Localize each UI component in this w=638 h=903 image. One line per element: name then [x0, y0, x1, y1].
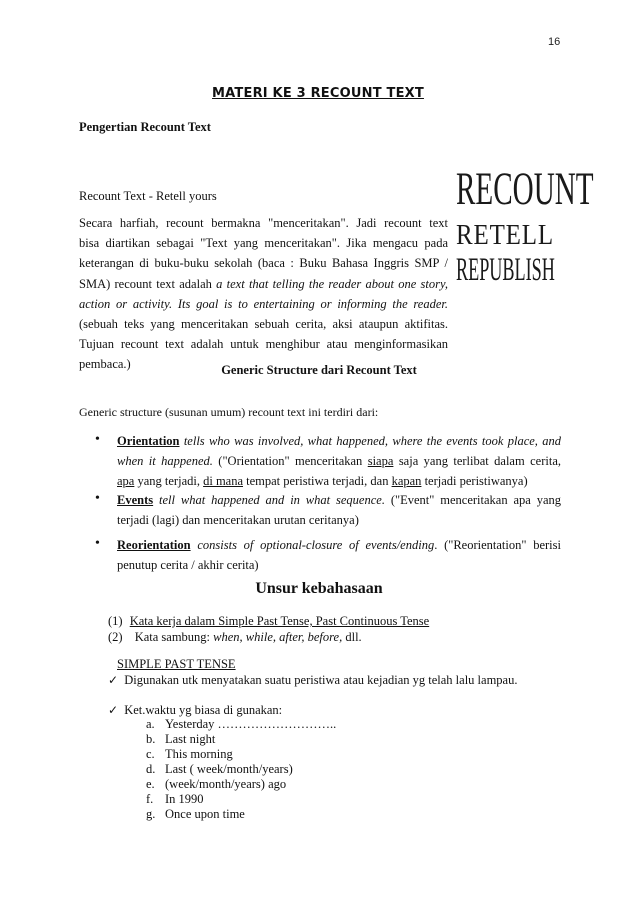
unsur-item-number: (2) [108, 630, 123, 644]
page-title-wrap [0, 84, 638, 102]
checkmark-icon: ✓ [108, 703, 119, 717]
time-list-text: (week/month/years) ago [165, 777, 287, 791]
bullet-dot: • [95, 536, 100, 551]
time-list-text: This morning [165, 747, 233, 761]
unsur-item-text: dll. [342, 630, 362, 644]
page-number: 16 [548, 36, 561, 48]
orientation-text: ("Orientation" menceritakan [212, 454, 368, 468]
bullet-orientation [117, 431, 561, 491]
time-list-item [146, 792, 204, 807]
orientation-text: terjadi peristiwanya) [421, 474, 528, 488]
time-list-label: b. [146, 732, 156, 746]
bullet-events-line [117, 490, 561, 510]
definition-line: pembaca.) [79, 357, 131, 372]
checkmark-icon: ✓ [108, 673, 119, 687]
time-list-label: f. [146, 792, 154, 806]
orientation-italic: when it happened. [117, 454, 213, 468]
time-list-text: Last ( week/month/years) [165, 762, 293, 776]
time-list-item [146, 762, 293, 777]
events-italic: tell what happened and in what sequence. [153, 493, 385, 507]
definition-line: (sebuah teks yang menceritakan sebuah cerita, aksi ataupun aktifitas. [79, 317, 448, 332]
unsur-item-italic: when, while, after, before, [213, 630, 343, 644]
definition-line: Secara harfiah, recount bermakna "menceritakan". Jadi recount text [79, 216, 448, 230]
time-list-item [146, 717, 336, 732]
time-list-label: g. [146, 807, 156, 821]
check-item [108, 670, 517, 690]
logo-word-retell: RETELL [456, 219, 554, 251]
orientation-kapan: kapan [391, 474, 422, 488]
logo-word-republish: REPUBLISH [456, 252, 555, 288]
check-item-text: Ket.waktu yg biasa di gunakan: [124, 703, 283, 717]
reorientation-text: penutup cerita / akhir cerita) [117, 558, 259, 572]
generic-structure-intro: Generic structure (susunan umum) recount text ini terdiri dari: [79, 405, 379, 419]
definition-line: keterangan di buku-buku sekolah (baca : Buku Bahasa Inggris SMP / [79, 256, 448, 271]
time-list-label: c. [146, 747, 155, 761]
reorientation-italic: consists of optional-closure of events/ending [190, 538, 435, 552]
orientation-italic: tells who was involved, what happened, where the events took place, and [179, 434, 561, 448]
logo-word-recount: RECOUNT [456, 163, 594, 215]
definition-line: Tujuan recount text adalah untuk menghibur atau menginformasikan [79, 337, 448, 352]
bullet-reorientation [117, 535, 561, 575]
definition-line: bisa diartikan sebagai "Text yang menceritakan". Jika mengacu pada [79, 236, 448, 251]
definition-italic-text: a text that telling the reader about one story, [216, 276, 448, 291]
time-list-text: In 1990 [165, 792, 204, 806]
page-title: MATERI KE 3 RECOUNT TEXT [212, 86, 424, 101]
time-list-item [146, 777, 286, 792]
unsur-kebahasaan-heading: Unsur kebahasaan [255, 580, 383, 597]
generic-structure-heading: Generic Structure dari Recount Text [221, 363, 417, 377]
bullet-events [117, 490, 561, 530]
unsur-item-2 [108, 627, 362, 647]
intro-line: Recount Text - Retell yours [79, 189, 217, 203]
simple-past-heading: SIMPLE PAST TENSE [117, 657, 236, 671]
time-list-label: e. [146, 777, 155, 791]
bullet-reorientation-line [117, 535, 561, 555]
unsur-item-text: Kata sambung: [134, 630, 214, 644]
bullet-dot: • [95, 491, 100, 506]
orientation-text: yang terjadi, [134, 474, 204, 488]
bullet-dot: • [95, 432, 100, 447]
time-list-label: d. [146, 762, 156, 776]
time-list-item [146, 807, 245, 822]
bullet-orientation-line [117, 431, 561, 451]
recount-logo-image [456, 163, 594, 296]
definition-line [79, 274, 448, 294]
bullet-orientation-line [117, 451, 561, 471]
orientation-apa: apa [117, 474, 135, 488]
time-list-item [146, 732, 215, 747]
time-list-text: Last night [165, 732, 216, 746]
time-list-item [146, 747, 233, 762]
unsur-item-number: (1) [108, 614, 123, 628]
events-text: terjadi (lagi) dan menceritakan urutan ceritanya) [117, 513, 359, 527]
orientation-text: tempat peristiwa terjadi, dan [243, 474, 392, 488]
unsur-item-text: Kata kerja dalam Simple Past Tense, Past Continuous Tense [129, 614, 430, 628]
check-item-text: Digunakan utk menyatakan suatu peristiwa atau kejadian yg telah lalu lampau. [124, 673, 518, 687]
time-list-text: Once upon time [165, 807, 245, 821]
section-subtitle: Pengertian Recount Text [79, 120, 211, 134]
orientation-siapa: siapa [367, 454, 394, 468]
bullet-orientation-line [117, 471, 561, 491]
definition-text: SMA) recount text adalah [79, 276, 217, 291]
definition-line [79, 294, 448, 314]
time-list-label: a. [146, 717, 155, 731]
reorientation-text: . ("Reorientation" berisi [434, 538, 561, 552]
orientation-text: saja yang terlibat dalam cerita, [393, 454, 561, 468]
orientation-term: Orientation [117, 434, 180, 448]
definition-paragraph [79, 213, 448, 375]
events-term: Events [117, 493, 154, 507]
orientation-dimana: di mana [203, 474, 244, 488]
definition-italic-text: action or activity. Its goal is to entertaining or informing the reader. [79, 296, 448, 311]
reorientation-term: Reorientation [117, 538, 191, 552]
time-list-text: Yesterday ……………………….. [165, 717, 337, 731]
events-text: ("Event" menceritakan apa yang [384, 493, 562, 507]
